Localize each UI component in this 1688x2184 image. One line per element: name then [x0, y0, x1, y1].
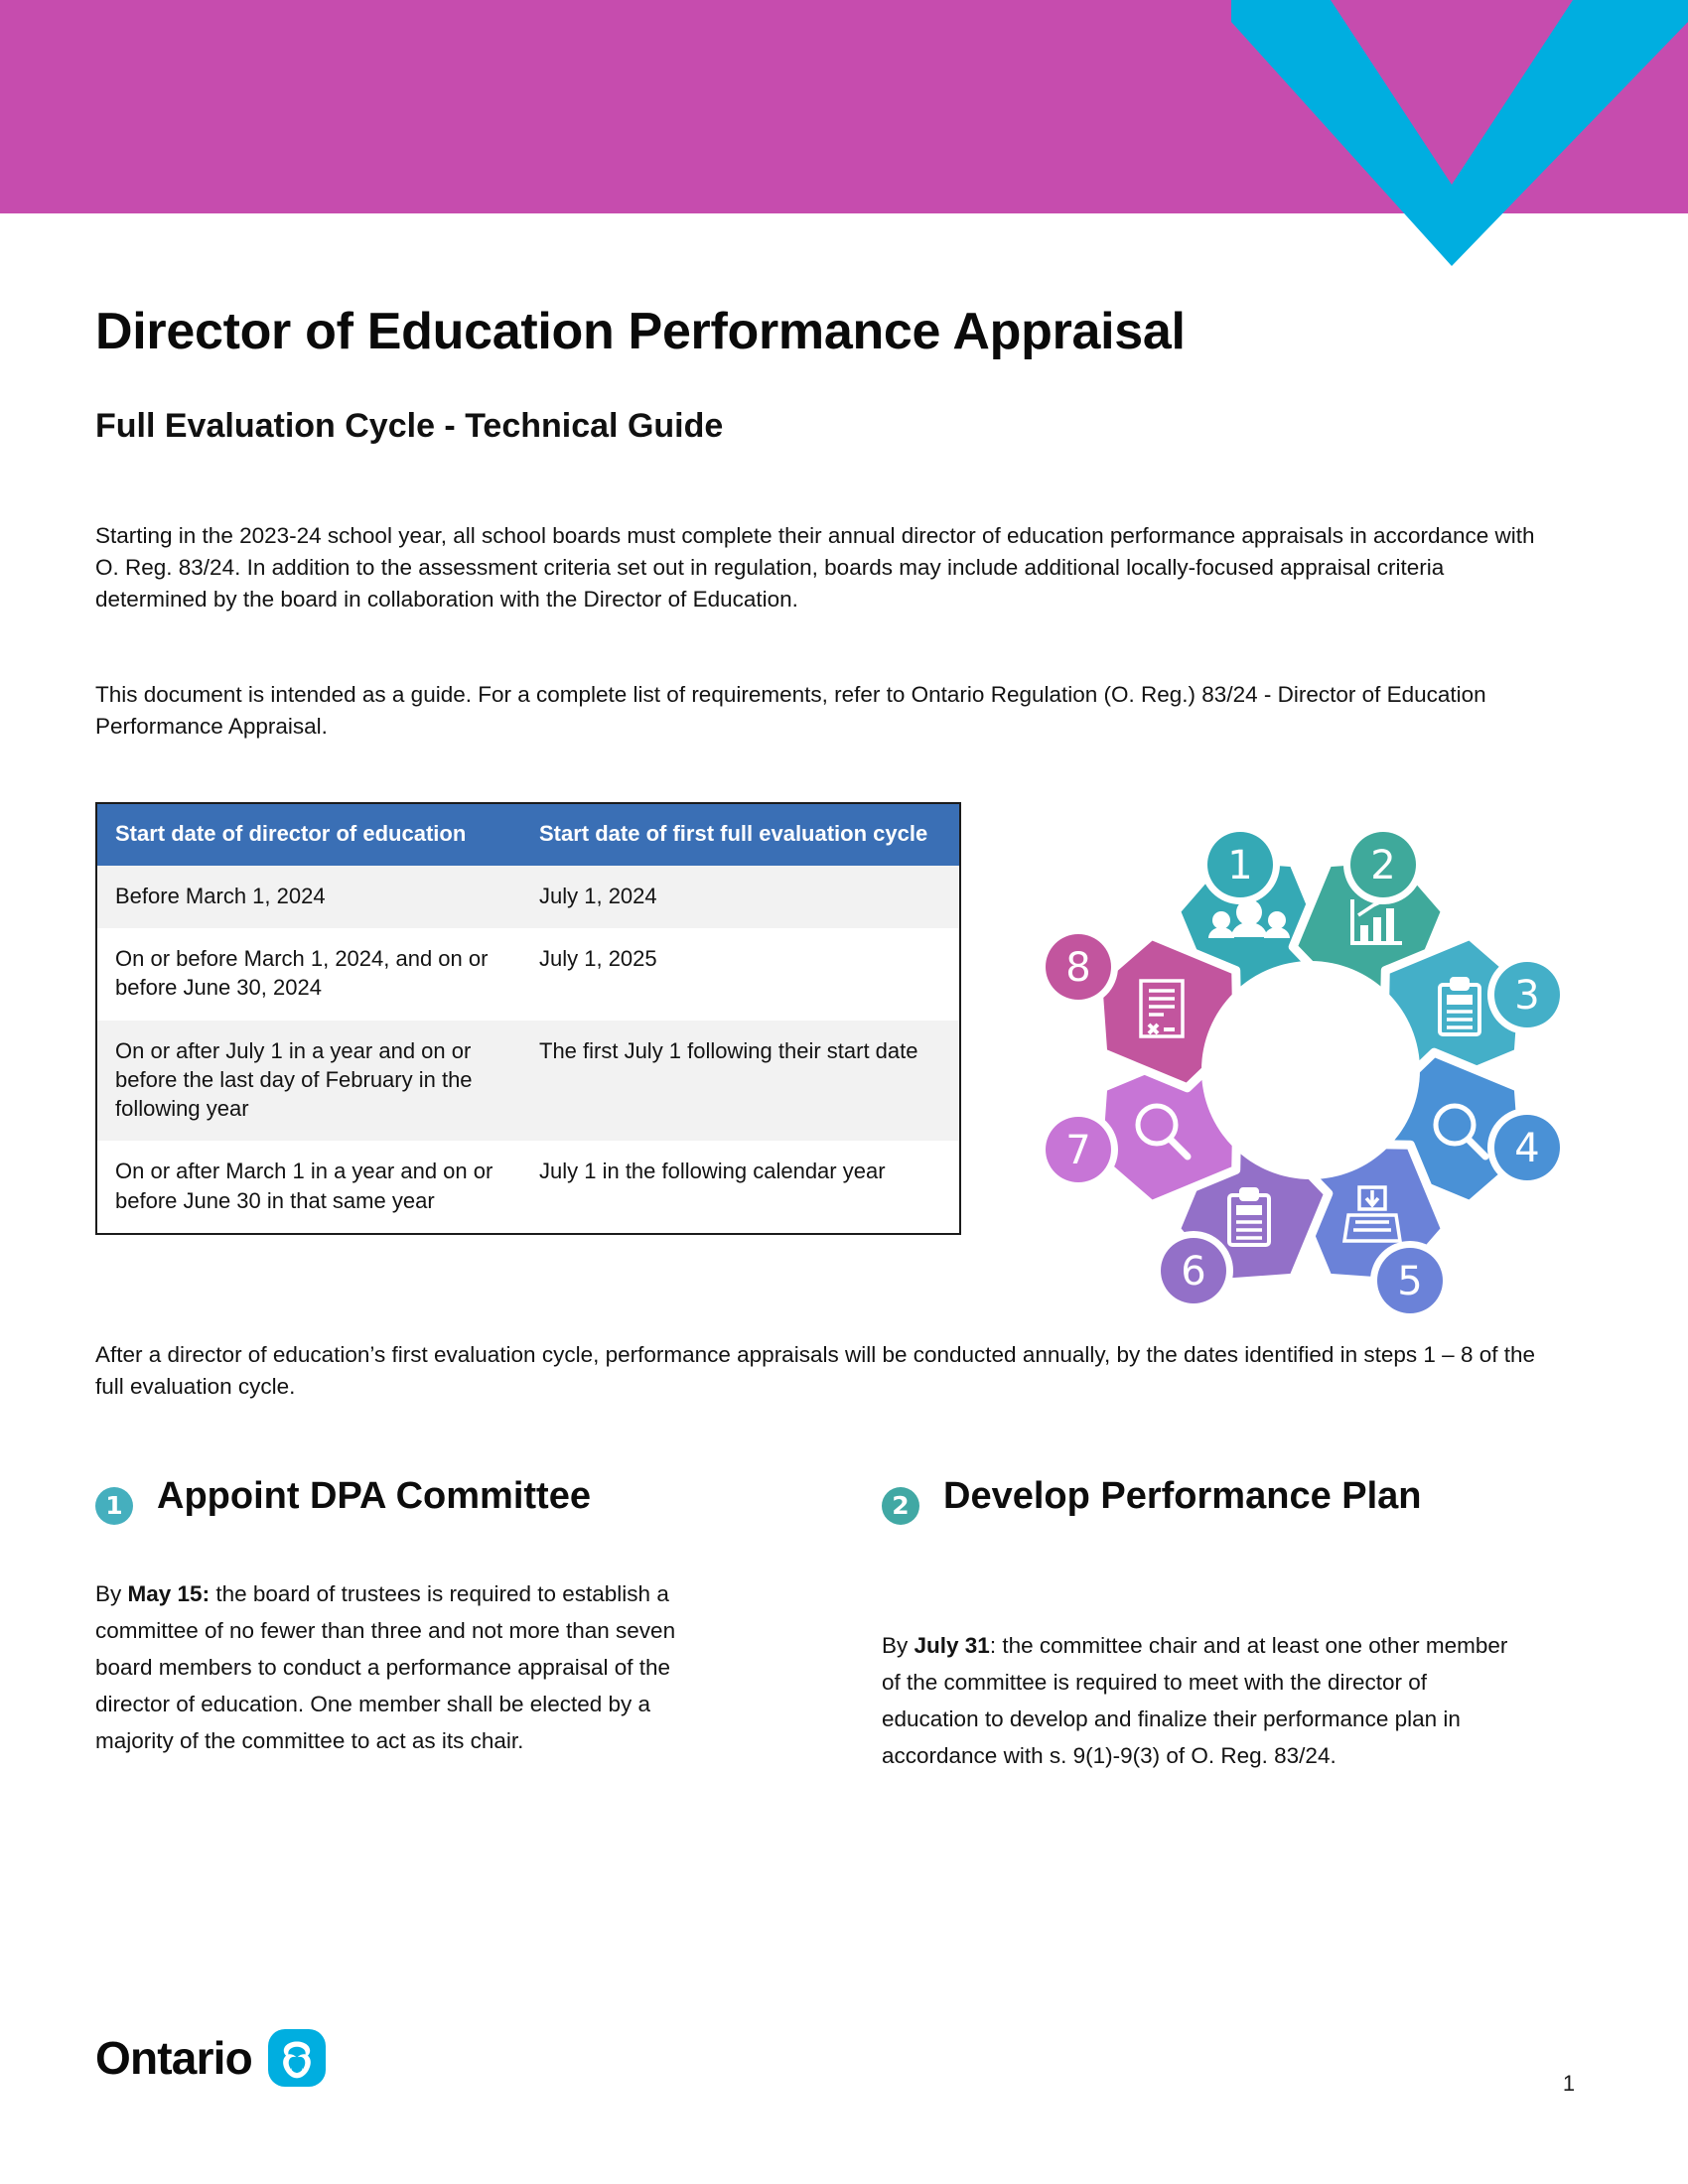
cell-start-date: On or after July 1 in a year and on or before the last day of February in the following year [97, 1021, 521, 1142]
page-title: Director of Education Performance Appraisal [95, 303, 1186, 360]
step-1-deadline: May 15: [127, 1581, 211, 1606]
svg-text:2: 2 [1370, 843, 1396, 888]
trillium-icon [268, 2029, 326, 2087]
svg-text:3: 3 [1514, 973, 1540, 1019]
step-1-heading [95, 1473, 790, 1525]
cell-first-cycle: July 1, 2025 [521, 928, 959, 1021]
wheel-badge-4 [1487, 1108, 1567, 1187]
cell-start-date: On or before March 1, 2024, and on or before June 30, 2024 [97, 928, 521, 1021]
cell-first-cycle: The first July 1 following their start date [521, 1021, 959, 1142]
step-1-heading-text: Appoint DPA Committee [157, 1475, 591, 1517]
table-header-row [97, 804, 959, 866]
column-header-first-cycle: Start date of first full evaluation cycle [521, 804, 959, 866]
schedule-table [95, 802, 961, 1235]
svg-text:7: 7 [1065, 1128, 1091, 1173]
wheel-badge-8 [1039, 927, 1118, 1007]
table-row [97, 866, 959, 928]
intro-paragraph-1: Starting in the 2023-24 school year, all school boards must complete their annual director of education performance appraisals in accordance with O. Reg. 83/24. In addition to the assessment criteria set out in regulation, boards may include additional locally-focused appraisal criteria determined by the board in collaboration with the Director of Education. [95, 523, 1535, 612]
svg-text:4: 4 [1514, 1126, 1540, 1171]
table-row [97, 1141, 959, 1233]
cell-start-date: On or after March 1 in a year and on or before June 30 in that same year [97, 1141, 521, 1233]
ontario-logo [95, 2025, 326, 2091]
step-1-body-prefix: By [95, 1581, 128, 1606]
table-row [97, 928, 959, 1021]
page-subtitle: Full Evaluation Cycle - Technical Guide [95, 407, 724, 445]
table-row [97, 1021, 959, 1142]
wheel-badge-2 [1343, 825, 1423, 904]
step-1-body-rest: the board of trustees is required to establish a committee of no fewer than three and not more than seven board members to conduct a performance appraisal of the director of education. One member shall be elected by a majority of the committee to act as its chair. [95, 1581, 676, 1753]
cell-start-date: Before March 1, 2024 [97, 866, 521, 928]
step-2-deadline: July 31 [914, 1633, 990, 1658]
chevron-graphic [0, 0, 1688, 278]
step-1-number-badge: 1 [95, 1487, 133, 1525]
step-2-number-badge: 2 [882, 1487, 919, 1525]
wheel-badge-1 [1200, 825, 1280, 904]
step-2-heading-text: Develop Performance Plan [943, 1475, 1422, 1517]
svg-text:6: 6 [1181, 1249, 1206, 1295]
intro-paragraph-2: This document is intended as a guide. For a complete list of requirements, refer to Ontario Regulation (O. Reg.) 83/24 - Director of Education Performance Appraisal. [95, 682, 1486, 739]
page-number: 1 [1562, 2071, 1576, 2096]
step-2-heading [882, 1473, 1497, 1525]
ontario-wordmark: Ontario [95, 2032, 252, 2084]
svg-text:8: 8 [1065, 945, 1091, 991]
wheel-badge-3 [1487, 955, 1567, 1034]
step-2-body-rest: : the committee chair and at least one other member of the committee is required to meet with the director of education to develop and finalize their performance plan in accordance with s. 9(1)-9(3) of O. Reg. 83/24. [882, 1633, 1508, 1768]
cell-first-cycle: July 1 in the following calendar year [521, 1141, 959, 1233]
svg-text:1: 1 [1227, 843, 1253, 888]
after-first-cycle-paragraph: After a director of education’s first evaluation cycle, performance appraisals will be conducted annually, by the dates identified in steps 1 – 8 of the full evaluation cycle. [95, 1342, 1535, 1399]
wheel-badge-5 [1370, 1241, 1450, 1320]
wheel-badge-6 [1154, 1231, 1233, 1310]
evaluation-cycle-wheel [1013, 772, 1609, 1368]
wheel-badge-7 [1039, 1110, 1118, 1189]
step-1-body [95, 1576, 731, 1759]
step-2-body-prefix: By [882, 1633, 914, 1658]
cell-first-cycle: July 1, 2024 [521, 866, 959, 928]
svg-text:5: 5 [1397, 1259, 1423, 1304]
column-header-start-date: Start date of director of education [97, 804, 521, 866]
step-2-body [882, 1628, 1517, 1775]
